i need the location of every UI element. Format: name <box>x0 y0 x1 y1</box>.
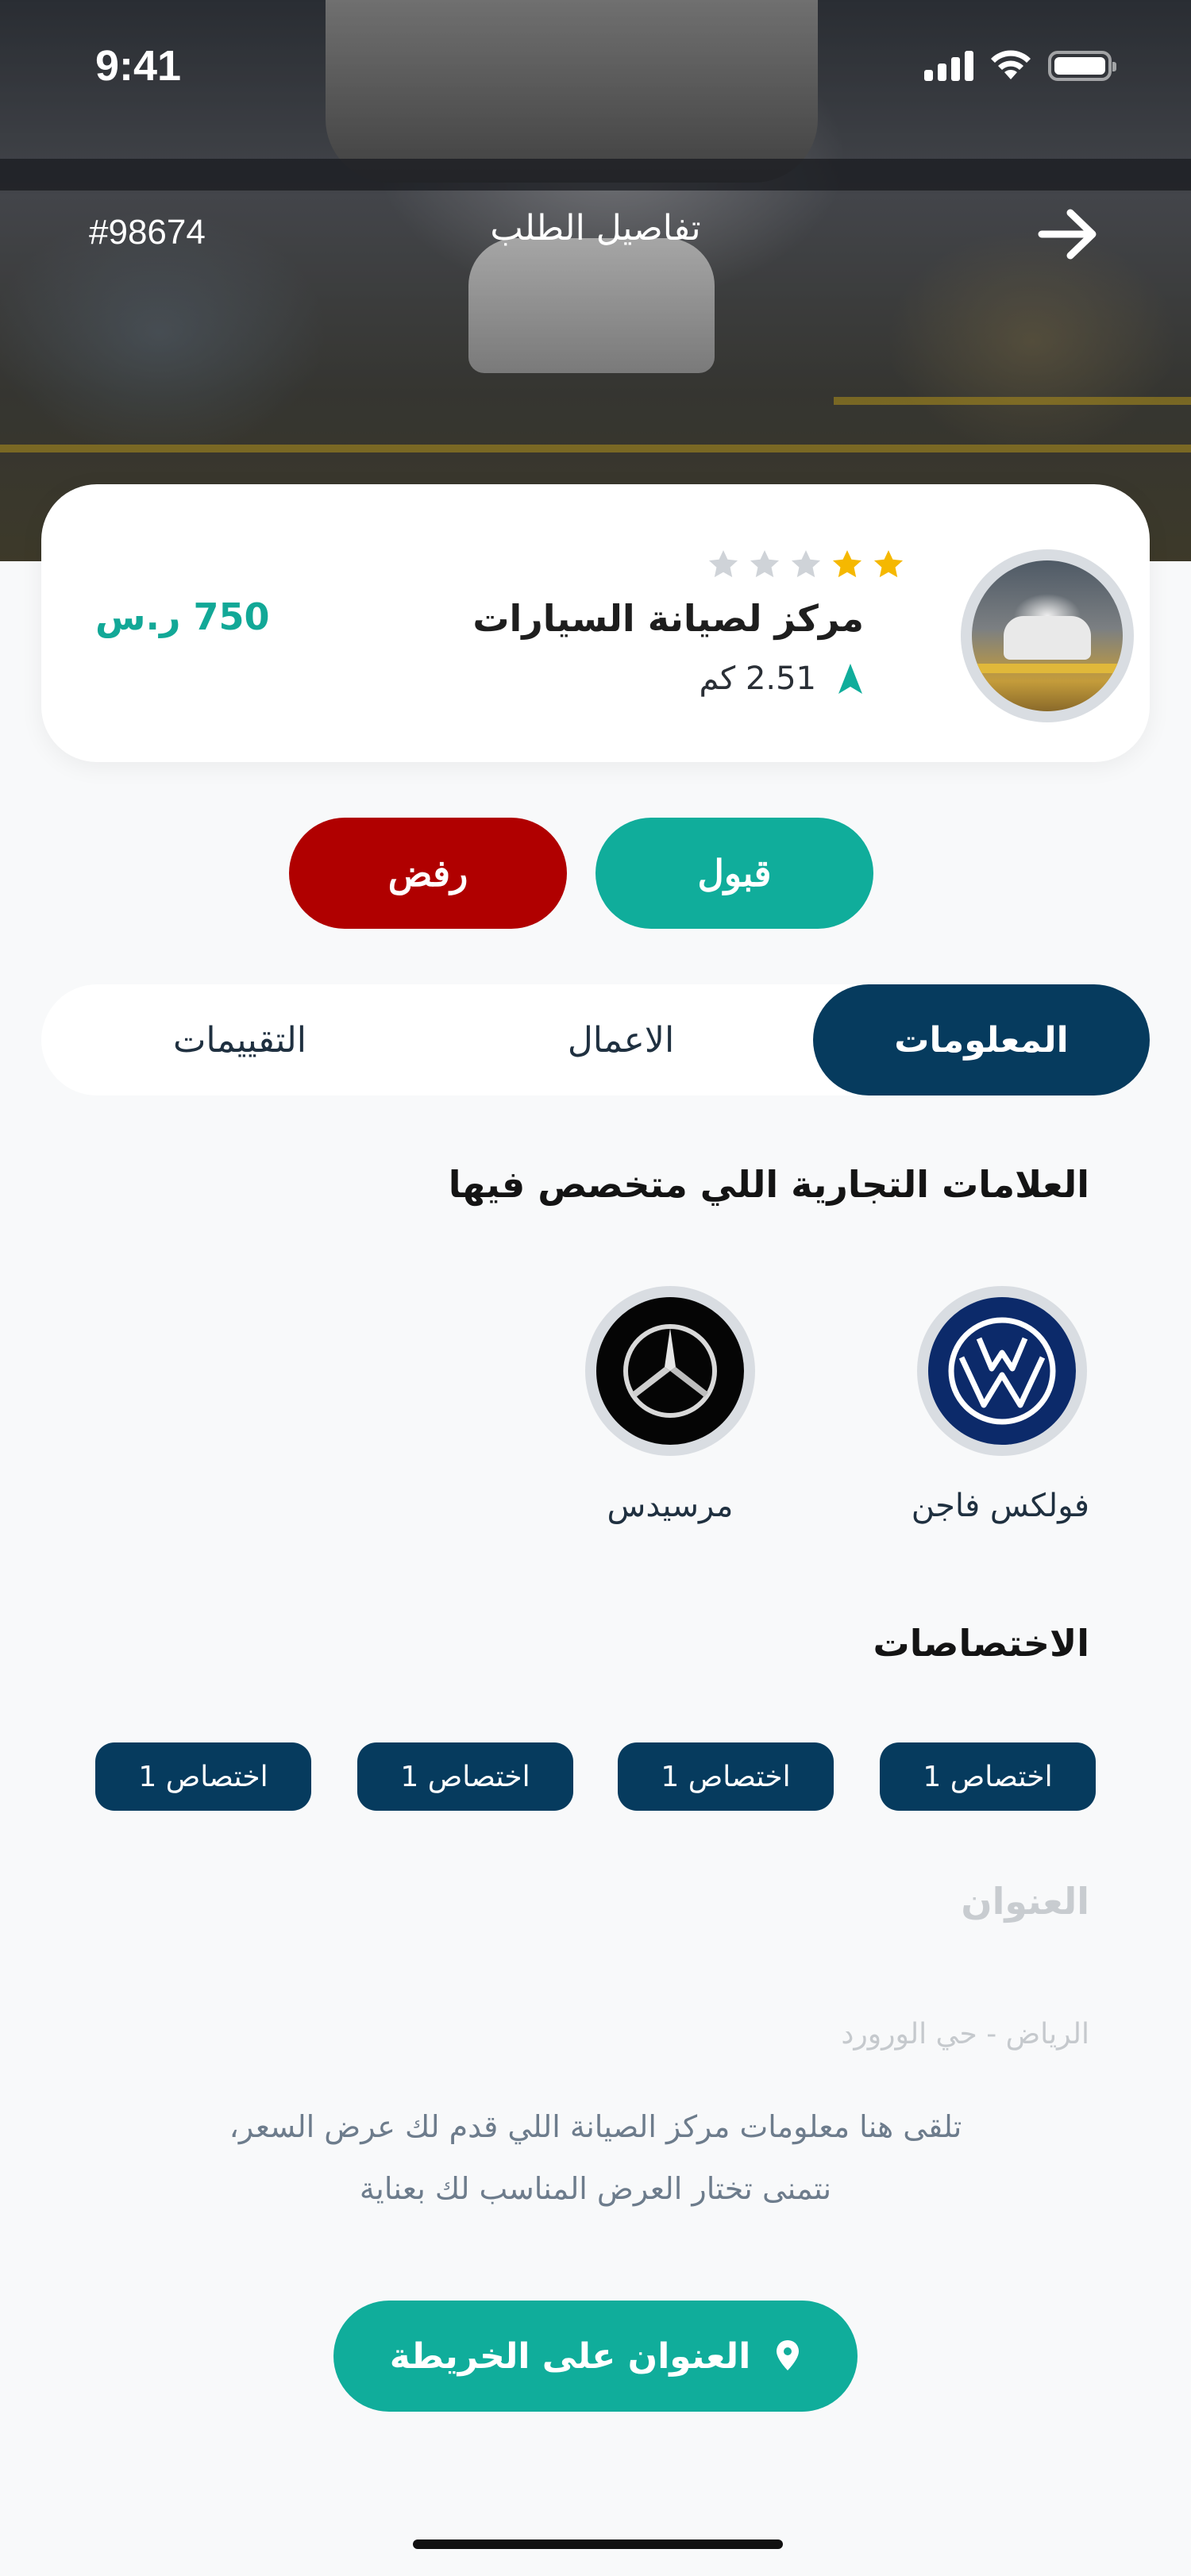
cellular-signal-icon <box>924 49 973 81</box>
map-address-button[interactable] <box>333 2301 858 2412</box>
mercedes-logo-icon <box>596 1297 744 1445</box>
brand-logo-frame <box>585 1286 755 1456</box>
order-id: #98674 <box>89 213 206 252</box>
provider-distance <box>700 660 864 697</box>
status-time: 9:41 <box>95 42 182 90</box>
provider-card[interactable] <box>41 484 1150 762</box>
specialization-chip: اختصاص 1 <box>357 1742 573 1811</box>
tab-info[interactable]: المعلومات <box>813 984 1150 1095</box>
provider-avatar <box>961 549 1134 722</box>
specialization-chip: اختصاص 1 <box>95 1742 311 1811</box>
star-icon <box>707 548 740 581</box>
brand-label: فولكس فاجن <box>911 1488 1089 1524</box>
map-address-label: العنوان على الخريطة <box>389 2335 751 2377</box>
location-pin-icon <box>774 2339 801 2374</box>
specializations-list <box>95 1742 1096 1814</box>
header-photo <box>0 0 1191 561</box>
star-icon <box>872 548 905 581</box>
distance-value: 2.51 كم <box>699 660 816 697</box>
address-value: الرياض - حي الورورد <box>841 2018 1089 2050</box>
address-section-title: العنوان <box>961 1880 1089 1923</box>
arrow-right-icon <box>1032 198 1104 270</box>
status-bar <box>0 0 1191 135</box>
star-icon <box>748 548 781 581</box>
brand-item-mercedes[interactable] <box>583 1286 757 1524</box>
brand-logo-frame <box>917 1286 1087 1456</box>
star-icon <box>831 548 864 581</box>
brand-item-volkswagen[interactable] <box>911 1286 1089 1524</box>
tab-reviews[interactable]: التقييمات <box>173 1019 306 1061</box>
status-icons <box>924 48 1112 81</box>
home-indicator <box>413 2539 783 2549</box>
star-icon <box>789 548 823 581</box>
page-title: تفاصيل الطلب <box>490 208 701 248</box>
wifi-icon <box>988 48 1034 81</box>
provider-name: مركز لصيانة السيارات <box>472 597 864 640</box>
volkswagen-logo-icon <box>928 1297 1076 1445</box>
info-note <box>119 2096 1072 2220</box>
offer-price: 750 ر.س <box>95 595 270 638</box>
tab-works[interactable]: الاعمال <box>567 1019 675 1061</box>
accept-button[interactable]: قبول <box>596 818 873 929</box>
provider-avatar-image <box>972 560 1123 711</box>
info-note-line: نتمنى تختار العرض المناسب لك بعناية <box>359 2171 832 2206</box>
specialization-chip: اختصاص 1 <box>618 1742 834 1811</box>
brands-section-title: العلامات التجارية اللي متخصص فيها <box>448 1163 1089 1206</box>
tab-bar <box>41 984 1150 1095</box>
specializations-section-title: الاختصاصات <box>873 1622 1089 1665</box>
info-note-line: تلقى هنا معلومات مركز الصيانة اللي قدم لك عرض السعر، <box>229 2109 962 2144</box>
navigation-arrow-icon <box>837 662 864 695</box>
rating-stars <box>707 548 905 581</box>
specialization-chip: اختصاص 1 <box>880 1742 1096 1811</box>
back-button[interactable] <box>1032 198 1104 270</box>
battery-icon <box>1048 51 1112 81</box>
reject-button[interactable]: رفض <box>289 818 567 929</box>
brand-label: مرسيدس <box>607 1488 734 1524</box>
